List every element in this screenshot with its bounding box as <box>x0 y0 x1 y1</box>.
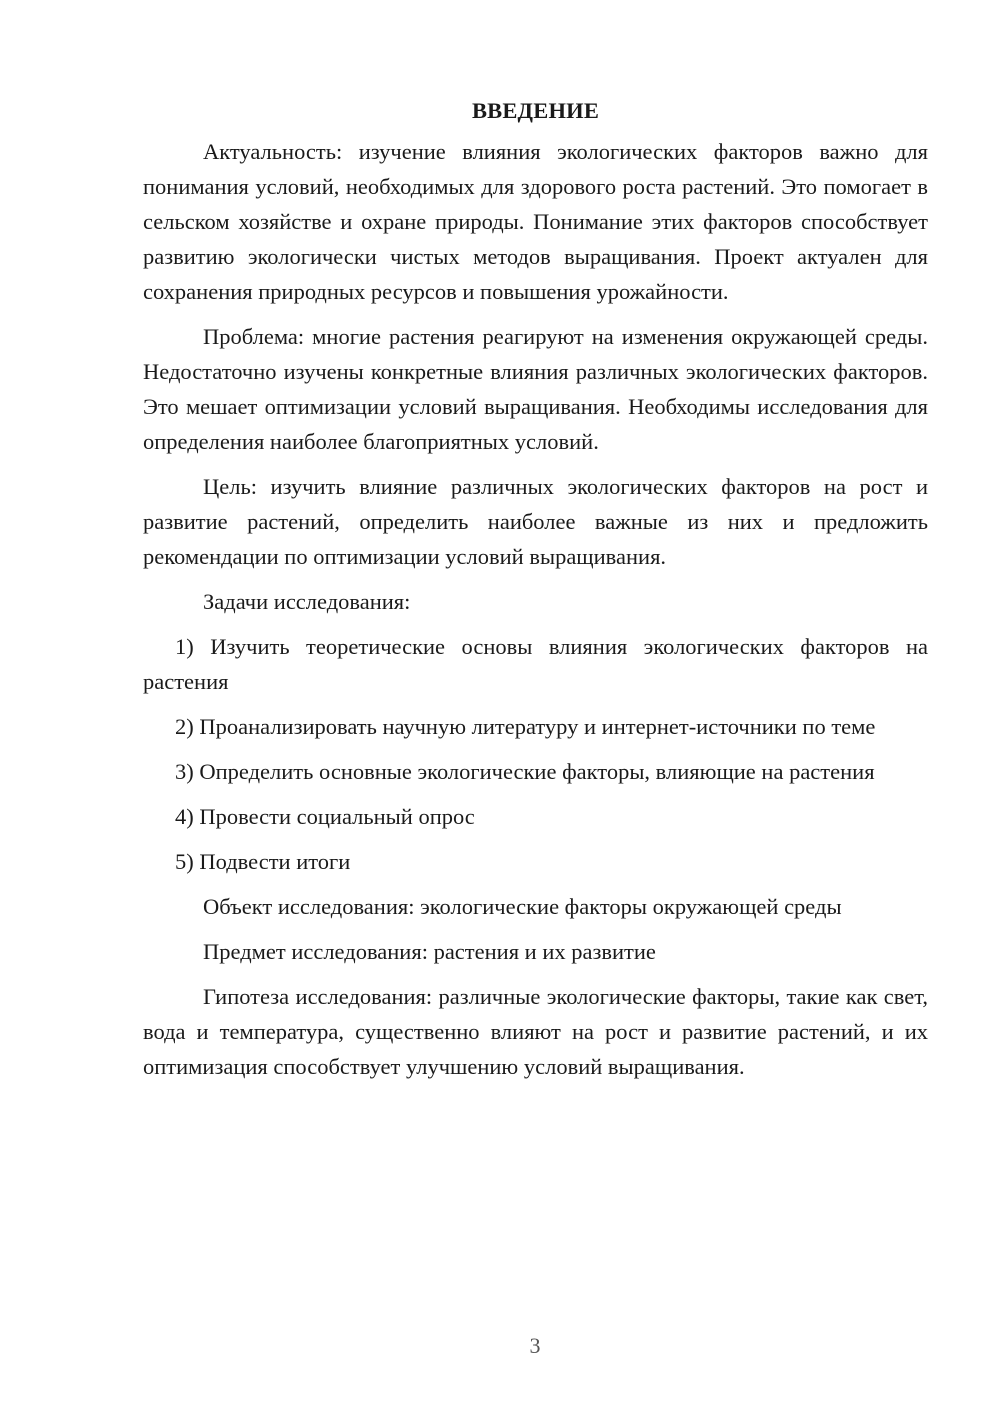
task-item-5: 5) Подвести итоги <box>175 849 351 874</box>
section-title: ВВЕДЕНИЕ <box>471 98 600 123</box>
goal-paragraph: Цель: изучить влияние различных экологических факторов на рост и развитие растений, определить наиболее важные из них и предложить рекомендации по оптимизации условий выращивания. <box>143 474 928 569</box>
tasks-heading: Задачи исследования: <box>203 589 411 614</box>
task-item-3: 3) Определить основные экологические факторы, влияющие на растения <box>175 759 875 784</box>
research-object-paragraph: Объект исследования: экологические факторы окружающей среды <box>203 894 842 919</box>
task-item-1: 1) Изучить теоретические основы влияния экологических факторов на растения <box>143 634 928 694</box>
problem-paragraph: Проблема: многие растения реагируют на изменения окружающей среды. Недостаточно изучены конкретные влияния различных экологических факторов. Это мешает оптимизации условий выращивания. Необходимы исследования для определения наиболее благоприятных условий. <box>143 324 928 454</box>
document-page <box>143 96 928 1094</box>
relevance-paragraph: Актуальность: изучение влияния экологических факторов важно для понимания условий, необходимых для здорового роста растений. Это помогает в сельском хозяйстве и охране природы. Понимание этих факторов способствует развитию экологически чистых методов выращивания. Проект актуален для сохранения природных ресурсов и повышения урожайности. <box>143 139 928 304</box>
hypothesis-paragraph: Гипотеза исследования: различные экологические факторы, такие как свет, вода и температура, существенно влияют на рост и развитие растений, и их оптимизация способствует улучшению условий выращивания. <box>143 984 928 1079</box>
task-item-2: 2) Проанализировать научную литературу и интернет-источники по теме <box>175 714 876 739</box>
page-number: 3 <box>529 1333 541 1358</box>
research-subject-paragraph: Предмет исследования: растения и их развитие <box>203 939 656 964</box>
task-item-4: 4) Провести социальный опрос <box>175 804 475 829</box>
